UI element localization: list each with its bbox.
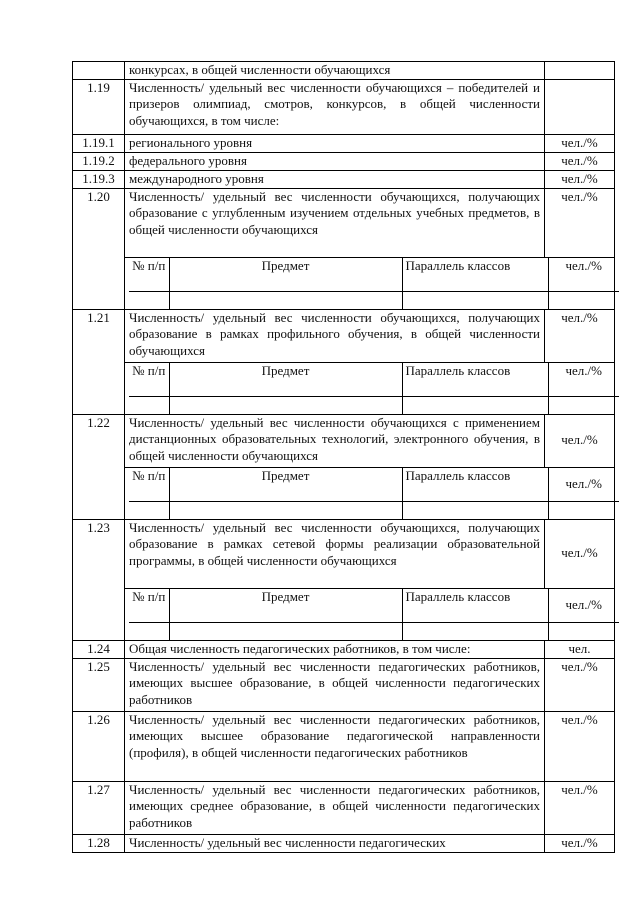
row-unit: чел.: [545, 640, 615, 658]
row-number: 1.23: [73, 519, 125, 640]
subtable-unit: чел./%: [548, 258, 619, 292]
row-number: 1.28: [73, 834, 125, 852]
subtable-empty-row: [129, 397, 619, 414]
row-unit: чел./%: [545, 188, 615, 257]
row-description: Численность/ удельный вес численности педагогических: [125, 834, 545, 852]
row-unit: чел./%: [545, 658, 615, 711]
table-row: [73, 588, 615, 640]
table-row: [73, 362, 615, 414]
subtable-empty-row: [129, 502, 619, 519]
subtable-header-row: [129, 363, 619, 397]
col-parallel-header: Параллель классов: [402, 589, 548, 623]
row-number: 1.21: [73, 309, 125, 414]
row-description: Численность/ удельный вес численности обучающихся, получающих образование в рамках сетевой формы реализации образовательной программы, в общей численности обучающихся: [125, 519, 545, 588]
col-number-header: № п/п: [129, 258, 169, 292]
row-unit: чел./%: [545, 414, 615, 467]
row-number: 1.25: [73, 658, 125, 711]
row-unit: [545, 62, 615, 80]
table-row: [73, 309, 615, 362]
row-number: 1.19: [73, 79, 125, 134]
subject-subtable-cell: [125, 257, 615, 309]
indicators-table: [72, 61, 615, 853]
table-row: [73, 257, 615, 309]
col-parallel-header: Параллель классов: [402, 363, 548, 397]
table-row: [73, 134, 615, 152]
table-row: [73, 414, 615, 467]
row-description: Численность/ удельный вес численности обучающихся, получающих образование в рамках профильного обучения, в общей численности обучающихся: [125, 309, 545, 362]
col-number-header: № п/п: [129, 468, 169, 502]
subject-subtable-cell: [125, 588, 615, 640]
col-parallel-header: Параллель классов: [402, 258, 548, 292]
row-description: Численность/ удельный вес численности педагогических работников, имеющих высшее образование, в общей численности педагогических работников: [125, 658, 545, 711]
col-parallel-header: Параллель классов: [402, 468, 548, 502]
table-row: [73, 467, 615, 519]
subtable-header-row: [129, 589, 619, 623]
row-number: 1.24: [73, 640, 125, 658]
col-subject-header: Предмет: [169, 363, 402, 397]
row-number: 1.26: [73, 711, 125, 781]
row-description: федерального уровня: [125, 152, 545, 170]
subtable-unit: чел./%: [548, 363, 619, 397]
table-row: [73, 62, 615, 80]
col-subject-header: Предмет: [169, 258, 402, 292]
subject-subtable: [129, 589, 619, 640]
subtable-header-row: [129, 468, 619, 502]
subject-subtable: [129, 258, 619, 309]
table-row: [73, 152, 615, 170]
row-description: Численность/ удельный вес численности обучающихся – победителей и призеров олимпиад, смотров, конкурсов, в общей численности обучающихся, в том числе:: [125, 79, 545, 134]
table-row: [73, 658, 615, 711]
row-unit: чел./%: [545, 519, 615, 588]
row-unit: чел./%: [545, 781, 615, 834]
table-row: [73, 834, 615, 852]
row-number: 1.27: [73, 781, 125, 834]
row-unit: чел./%: [545, 134, 615, 152]
table-row: [73, 519, 615, 588]
row-description: Численность/ удельный вес численности педагогических работников, имеющих среднее образование, в общей численности педагогических работников: [125, 781, 545, 834]
row-description: Общая численность педагогических работников, в том числе:: [125, 640, 545, 658]
row-description: Численность/ удельный вес численности обучающихся, получающих образование с углубленным изучением отдельных учебных предметов, в общей численности обучающихся: [125, 188, 545, 257]
col-subject-header: Предмет: [169, 468, 402, 502]
row-unit: чел./%: [545, 152, 615, 170]
row-number: 1.19.3: [73, 170, 125, 188]
row-number: 1.20: [73, 188, 125, 309]
subject-subtable-cell: [125, 467, 615, 519]
row-number: 1.19.1: [73, 134, 125, 152]
subject-subtable: [129, 363, 619, 414]
table-row: [73, 711, 615, 781]
col-subject-header: Предмет: [169, 589, 402, 623]
row-number: [73, 62, 125, 80]
row-description: конкурсах, в общей численности обучающихся: [125, 62, 545, 80]
row-description: Численность/ удельный вес численности обучающихся с применением дистанционных образовательных технологий, электронного обучения, в общей численности обучающихся: [125, 414, 545, 467]
table-row: [73, 79, 615, 134]
col-number-header: № п/п: [129, 589, 169, 623]
subtable-header-row: [129, 258, 619, 292]
table-row: [73, 170, 615, 188]
col-number-header: № п/п: [129, 363, 169, 397]
row-unit: чел./%: [545, 309, 615, 362]
row-number: 1.19.2: [73, 152, 125, 170]
subject-subtable-cell: [125, 362, 615, 414]
row-unit: чел./%: [545, 711, 615, 781]
row-unit: чел./%: [545, 170, 615, 188]
row-unit: чел./%: [545, 834, 615, 852]
subtable-empty-row: [129, 292, 619, 309]
row-description: регионального уровня: [125, 134, 545, 152]
row-number: 1.22: [73, 414, 125, 519]
row-unit: [545, 79, 615, 134]
subtable-empty-row: [129, 623, 619, 640]
subject-subtable: [129, 468, 619, 519]
row-description: Численность/ удельный вес численности педагогических работников, имеющих высшее образование педагогической направленности (профиля), в общей численности педагогических работников: [125, 711, 545, 781]
table-row: [73, 640, 615, 658]
table-row: [73, 781, 615, 834]
table-row: [73, 188, 615, 257]
subtable-unit: чел./%: [548, 589, 619, 623]
subtable-unit: чел./%: [548, 468, 619, 502]
row-description: международного уровня: [125, 170, 545, 188]
